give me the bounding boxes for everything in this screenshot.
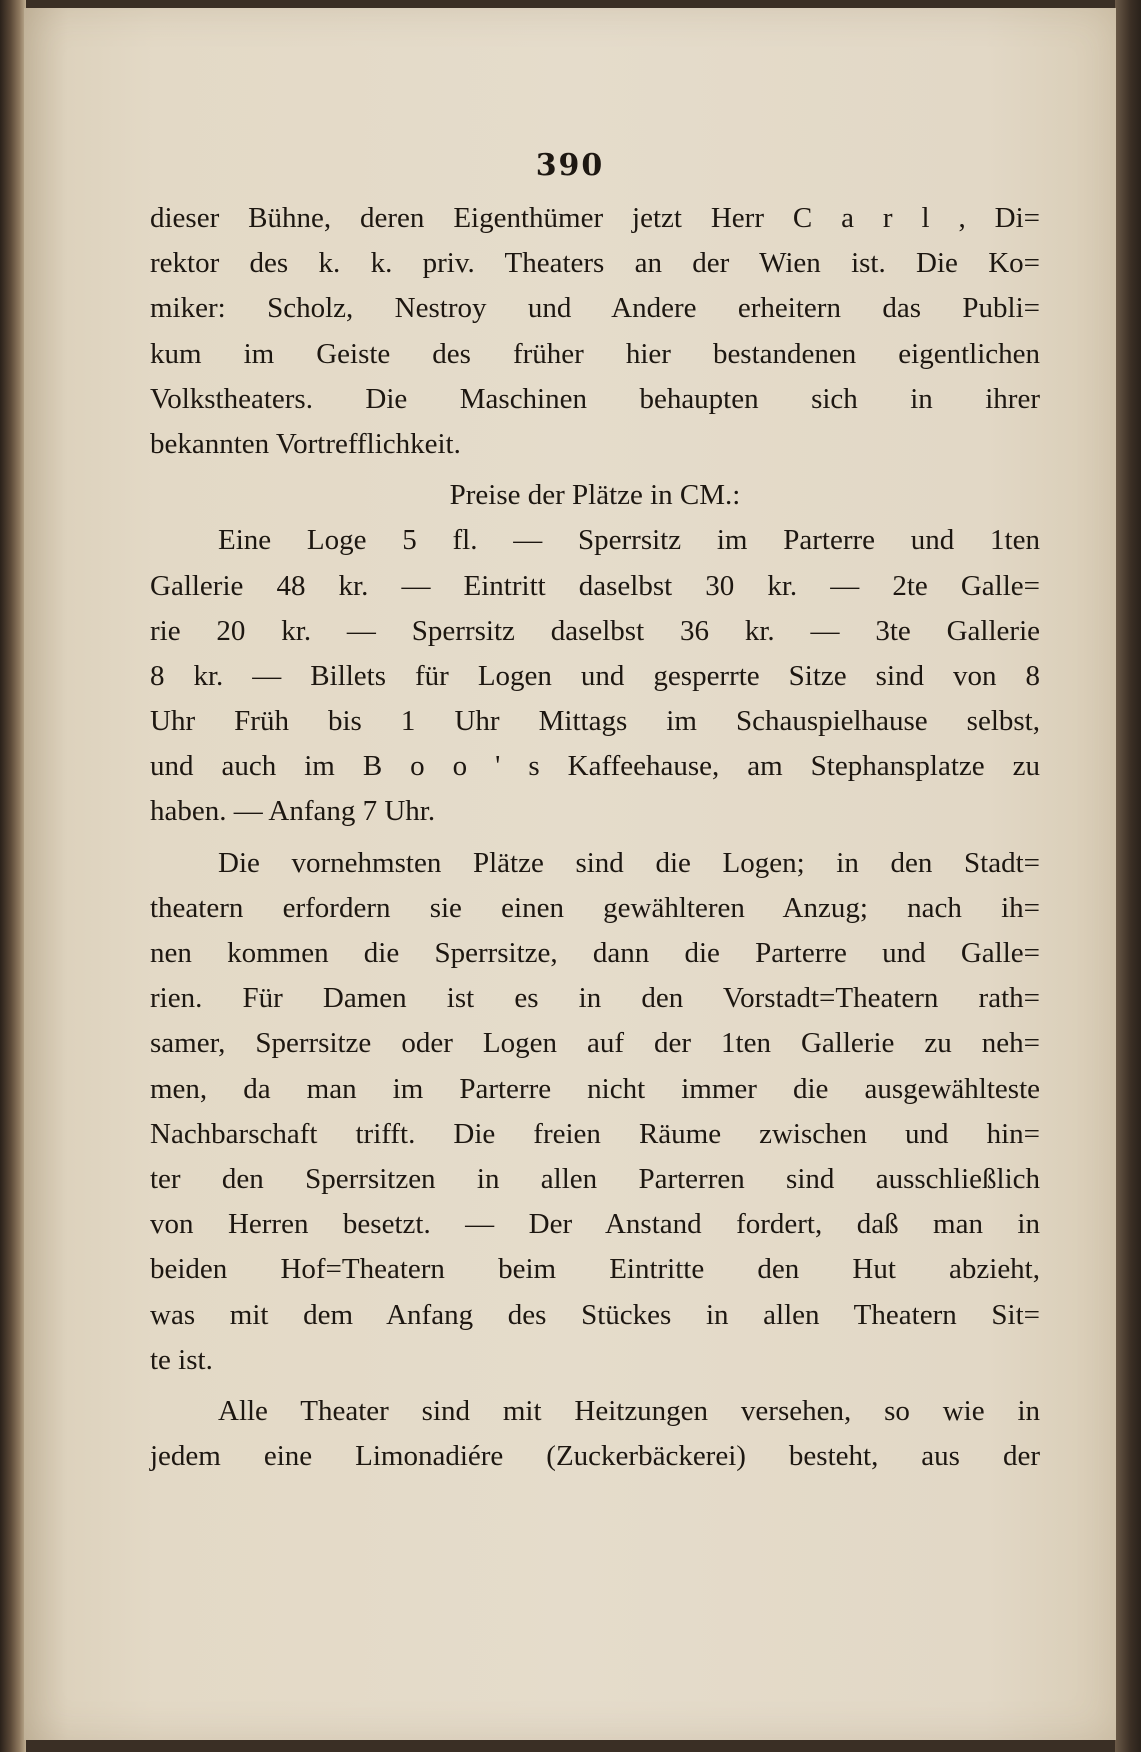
text-line: von Herren besetzt. — Der Anstand fordert, daß man in	[150, 1208, 1040, 1241]
text-line: beiden Hof=Theatern beim Eintritte den Hut abzieht,	[150, 1253, 1040, 1286]
text-line: kum im Geiste des früher hier bestandenen eigentlichen	[150, 337, 1040, 370]
text-line: ter den Sperrsitzen in allen Parterren sind ausschließlich	[150, 1162, 1040, 1195]
text-line: bekannten Vortrefflichkeit.	[150, 427, 461, 460]
text-line: rien. Für Damen ist es in den Vorstadt=Theatern rath=	[150, 982, 1040, 1015]
text-line: haben. — Anfang 7 Uhr.	[150, 795, 436, 828]
text-line: rektor des k. k. priv. Theaters an der Wien ist. Die Ko=	[150, 247, 1040, 280]
text-line: nen kommen die Sperrsitze, dann die Parterre und Galle=	[150, 937, 1040, 969]
text-line: Nachbarschaft trifft. Die freien Räume zwischen und hin=	[150, 1117, 1040, 1150]
text-line: Eine Loge 5 fl. — Sperrsitz im Parterre und 1ten	[218, 524, 1040, 557]
text-line: samer, Sperrsitze oder Logen auf der 1ten Gallerie zu neh=	[150, 1027, 1040, 1060]
text-line: dieser Bühne, deren Eigenthümer jetzt Herr C a r l , Di=	[150, 202, 1040, 234]
text-line: Die vornehmsten Plätze sind die Logen; in den Stadt=	[218, 846, 1040, 879]
text-line: Volkstheaters. Die Maschinen behaupten sich in ihrer	[150, 382, 1040, 415]
page-number: 390	[535, 148, 605, 183]
text-line: rie 20 kr. — Sperrsitz daselbst 36 kr. — 3te Gallerie	[150, 614, 1040, 647]
section-heading: Preise der Plätze in CM.:	[449, 479, 741, 512]
book-binding	[0, 0, 26, 1752]
text-line: miker: Scholz, Nestroy und Andere erheitern das Publi=	[150, 292, 1040, 325]
text-line: Uhr Früh bis 1 Uhr Mittags im Schauspielhause selbst,	[150, 705, 1040, 738]
page-text	[150, 196, 1040, 1479]
book-edge	[1115, 0, 1141, 1752]
text-line: jedem eine Limonadiére (Zuckerbäckerei) besteht, aus der	[150, 1440, 1040, 1473]
text-line: Gallerie 48 kr. — Eintritt daselbst 30 kr. — 2te Galle=	[150, 569, 1040, 602]
text-line: 8 kr. — Billets für Logen und gesperrte Sitze sind von 8	[150, 659, 1040, 692]
text-line: te ist.	[150, 1343, 213, 1376]
text-line: Alle Theater sind mit Heitzungen versehen, so wie in	[218, 1394, 1040, 1427]
text-line: und auch im B o o ' s Kaffeehause, am Stephansplatze zu	[150, 750, 1040, 783]
text-line: theatern erfordern sie einen gewählteren Anzug; nach ih=	[150, 891, 1040, 924]
text-line: was mit dem Anfang des Stückes in allen Theatern Sit=	[150, 1298, 1040, 1331]
text-line: men, da man im Parterre nicht immer die ausgewählteste	[150, 1072, 1040, 1105]
